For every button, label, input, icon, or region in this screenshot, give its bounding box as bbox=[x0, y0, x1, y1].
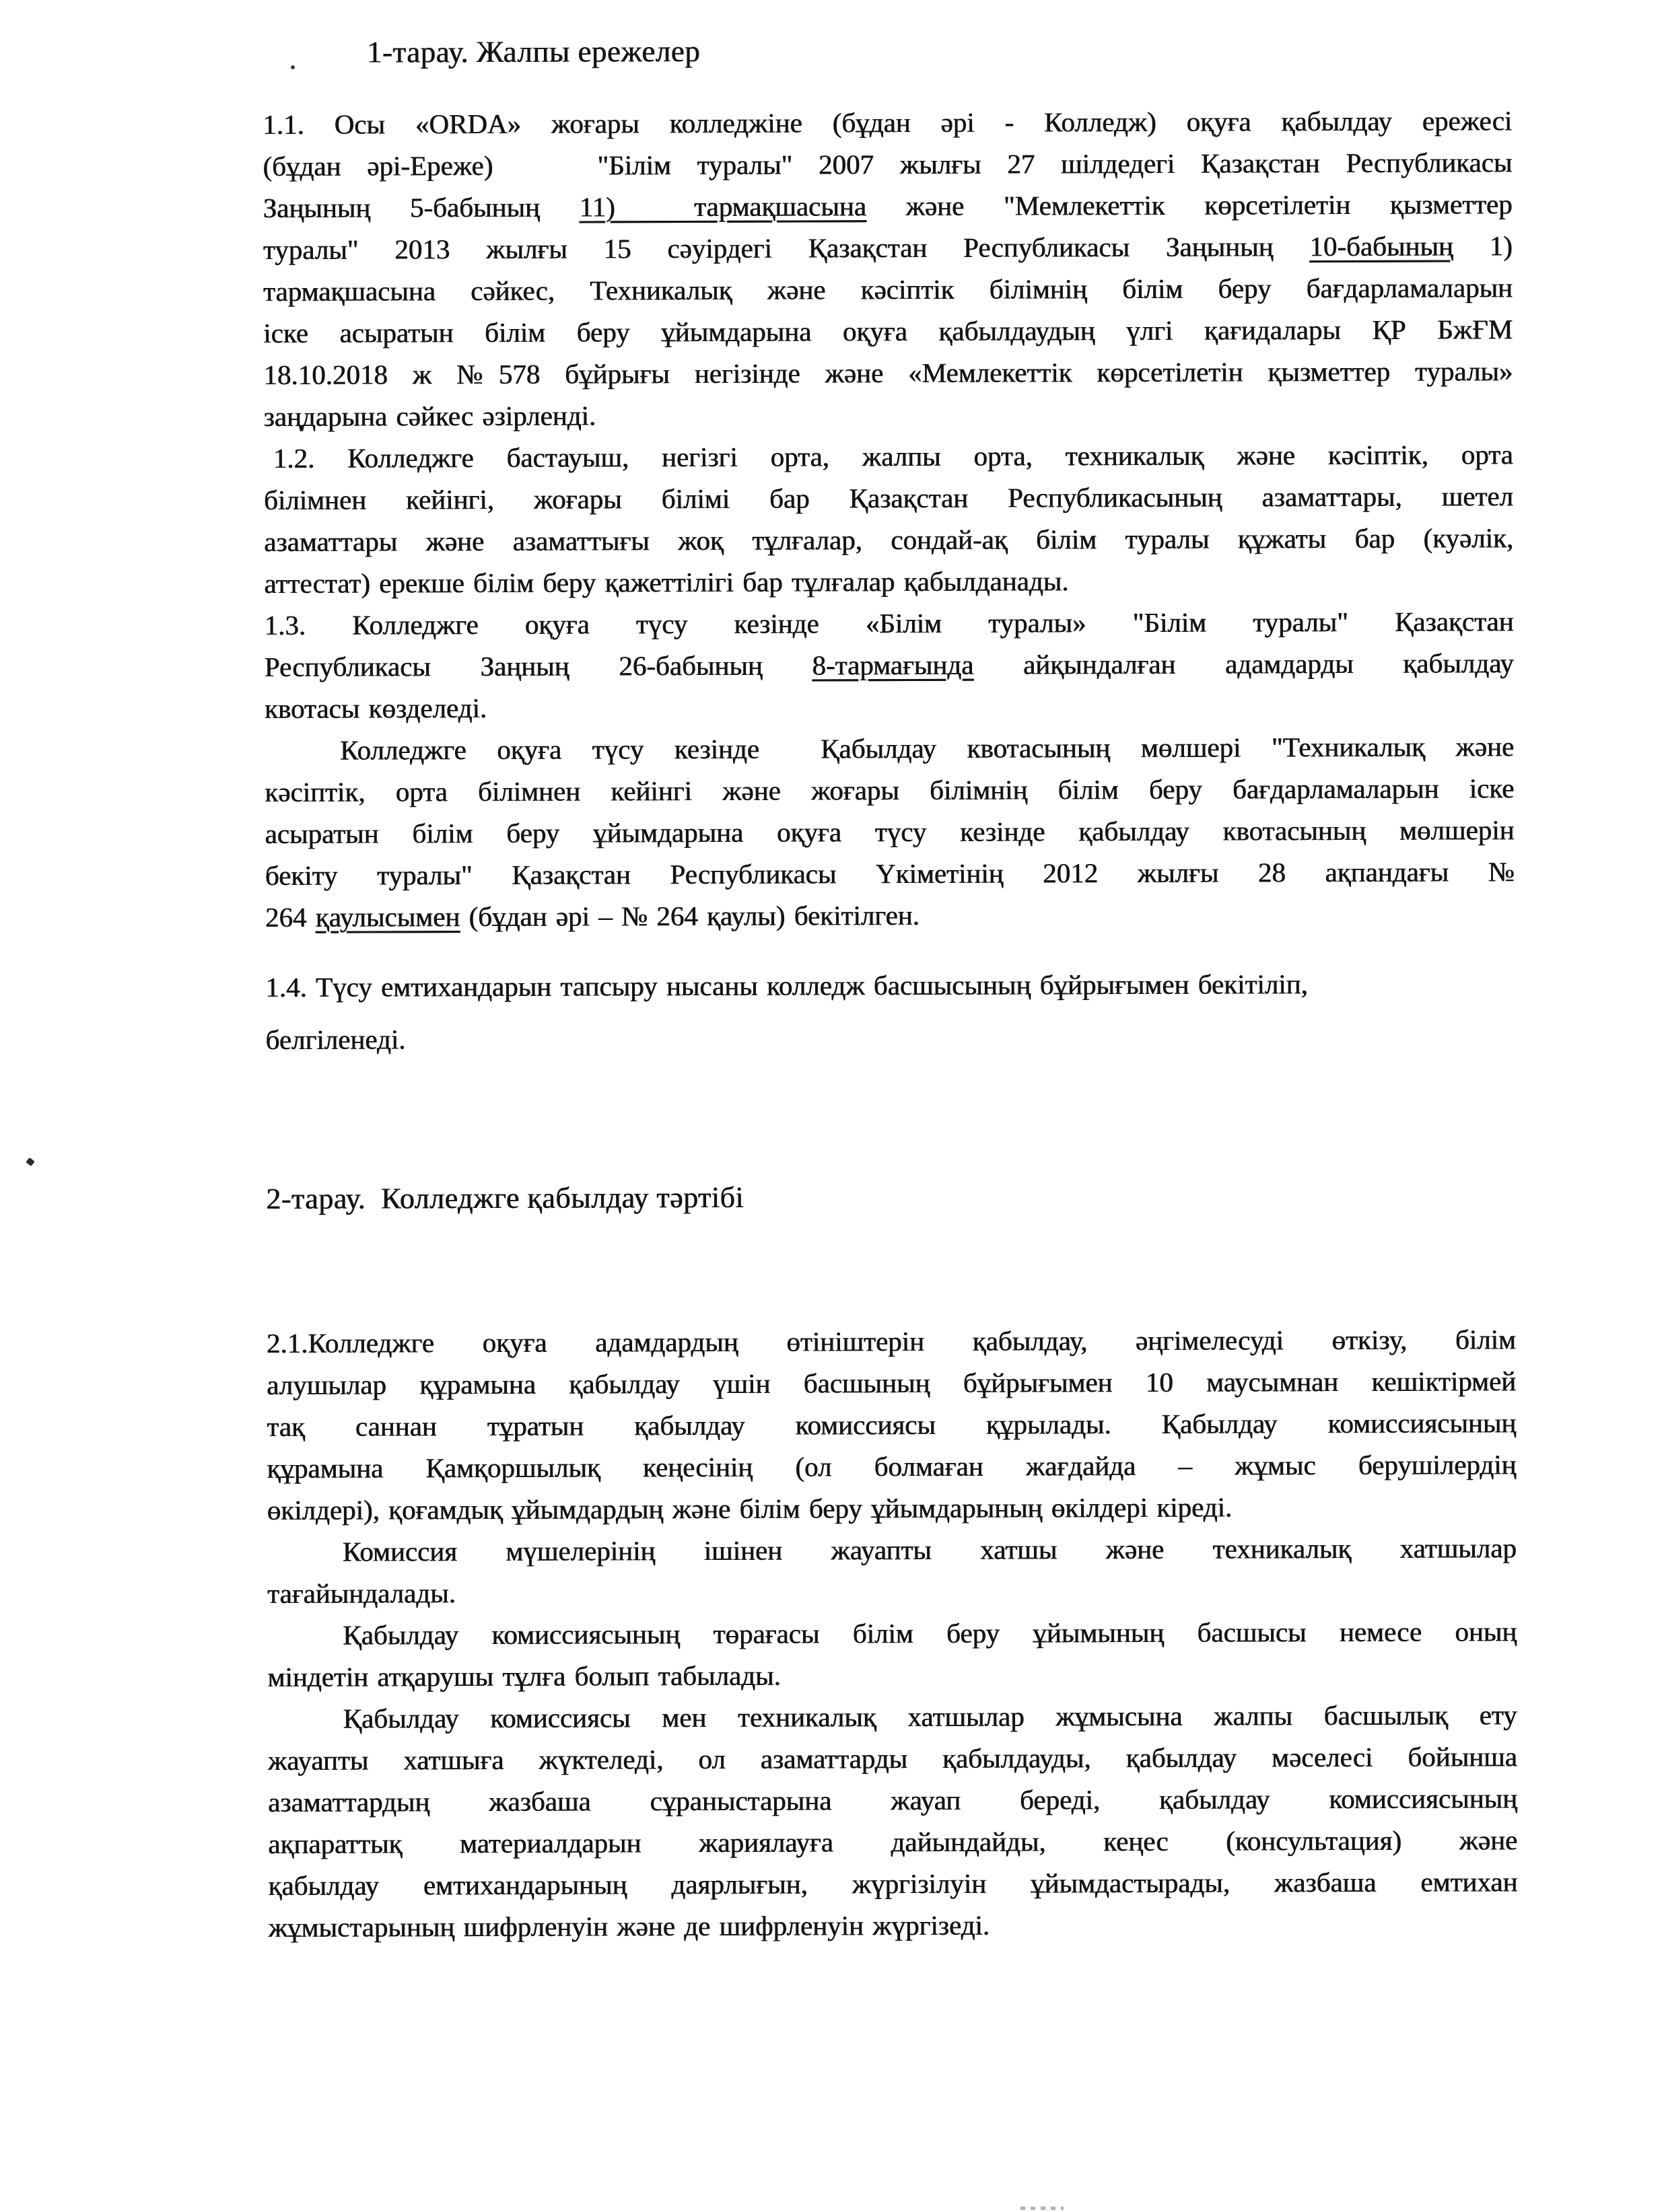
text-run: іске асыратын білім беру ұйымдарына оқуға қабылдаудың үлгі қағидалары ҚР БжҒМ bbox=[263, 314, 1513, 349]
text-line bbox=[267, 1569, 1517, 1614]
text-run: міндетін атқарушы тұлға болып табылады. bbox=[267, 1660, 782, 1692]
text-run: азаматтары және азаматтығы жоқ тұлғалар, сондай-ақ білім туралы құжаты бар (куәлік, bbox=[264, 522, 1514, 557]
underlined-text-run: 10-бабының bbox=[1309, 230, 1454, 262]
text-run: асыратын білім беру ұйымдарына оқуға түсу кезінде қабылдау квотасының мөлшерін bbox=[265, 814, 1515, 849]
scan-artifact-speck bbox=[291, 65, 295, 69]
text-line bbox=[269, 1861, 1518, 1906]
paragraph-1-4 bbox=[265, 957, 1515, 1066]
text-line bbox=[267, 1485, 1517, 1531]
text-line bbox=[268, 1777, 1517, 1823]
text-run: құрамына Қамқоршылық кеңесінің (ол болмаған жағдайда – жұмыс берушілердің bbox=[267, 1449, 1517, 1484]
text-line bbox=[265, 809, 1515, 855]
paragraph-commission-secretaries bbox=[267, 1527, 1517, 1614]
text-line bbox=[263, 308, 1513, 354]
text-run: өкілдері), қоғамдық ұйымдардың және білім беру ұйымдарының өкілдері кіреді. bbox=[267, 1491, 1233, 1526]
text-line bbox=[268, 1736, 1517, 1781]
scan-artifact-speck bbox=[26, 1157, 34, 1166]
text-line bbox=[268, 1652, 1517, 1698]
document-content bbox=[263, 30, 1518, 1948]
text-run: 1.3. Колледжге оқуға түсу кезінде «Білім туралы» "Білім туралы" Қазақстан bbox=[264, 606, 1514, 641]
text-run: айқындалған адамдарды қабылдау bbox=[973, 647, 1515, 680]
text-run: 264 bbox=[265, 901, 316, 933]
text-run: 1.2. Колледжге бастауыш, негізгі орта, жалпы орта, техникалық және кәсіптік, орта bbox=[273, 439, 1514, 474]
text-run: белгіленеді. bbox=[265, 1024, 406, 1055]
text-run: Колледжге оқуға түсу кезінде Қабылдау квотасының мөлшері "Техникалық және bbox=[340, 731, 1515, 766]
text-run: 1.1. Осы «ORDA» жоғары колледжіне (бұдан әрі - Колледж) оқуға қабылдау ережесі bbox=[263, 105, 1513, 140]
paragraph-admission-quota bbox=[265, 725, 1515, 938]
text-line bbox=[268, 1694, 1517, 1740]
text-line bbox=[266, 1009, 1515, 1066]
text-line bbox=[265, 957, 1515, 1013]
scan-artifact-speck bbox=[1020, 2207, 1064, 2210]
text-run: 1.4. Түсу емтихандарын тапсыру нысаны колледж басшысының бұйрығымен бекітіліп, bbox=[265, 968, 1309, 1003]
text-run: Қабылдау комиссиясының төрағасы білім беру ұйымының басшысы немесе оның bbox=[343, 1616, 1517, 1651]
text-line bbox=[267, 1527, 1517, 1573]
text-line bbox=[264, 475, 1513, 521]
paragraph-1-3 bbox=[265, 600, 1515, 729]
text-line bbox=[265, 642, 1514, 688]
text-run: Комиссия мүшелерінің ішінен жауапты хатшы және техникалық хатшылар bbox=[343, 1532, 1517, 1567]
text-line bbox=[264, 559, 1513, 604]
chapter-1-heading: 1-тарау. Жалпы ережелер bbox=[367, 34, 701, 69]
text-run: 18.10.2018 ж №578 бұйрығы негізінде және «Мемлекеттік көрсетілетін қызметтер туралы» bbox=[263, 355, 1513, 390]
text-run: алушылар құрамына қабылдау үшін басшының бұйрығымен 10 маусымнан кешіктірмей bbox=[267, 1365, 1517, 1400]
underlined-text-run: 11) тармақшасына bbox=[579, 190, 867, 223]
text-line bbox=[268, 1819, 1517, 1865]
text-run: аттестат) ерекше білім беру қажеттілігі бар тұлғалар қабылданады. bbox=[264, 565, 1069, 599]
text-run: жауапты хатшыға жүктеледі, ол азаматтарды қабылдауды, қабылдау мәселесі бойынша bbox=[267, 1741, 1518, 1776]
text-line bbox=[265, 600, 1514, 646]
text-run: Республикасы Заңның 26-бабының bbox=[264, 649, 812, 682]
text-line bbox=[265, 892, 1515, 938]
text-run: тармақшасына сәйкес, Техникалық және кәсіптік білімнің білім беру бағдарламаларын bbox=[263, 272, 1513, 307]
text-run: Қабылдау комиссиясы мен техникалық хатшылар жұмысына жалпы басшылық ету bbox=[343, 1699, 1517, 1734]
paragraph-1-2 bbox=[264, 433, 1514, 604]
text-line bbox=[264, 392, 1513, 437]
text-run: туралы" 2013 жылғы 15 сәуірдегі Қазақстан Республикасы Заңының bbox=[263, 231, 1310, 265]
text-run: жұмыстарының шифрленуін және де шифрленуін жүргізеді. bbox=[268, 1909, 990, 1943]
text-run: 1) bbox=[1453, 230, 1513, 262]
text-line bbox=[263, 266, 1513, 312]
text-run: квотасы көзделеді. bbox=[265, 692, 487, 724]
text-run: (бұдан әрі – № 264 қаулы) бекітілген. bbox=[460, 899, 920, 933]
paragraph-1-1 bbox=[263, 100, 1513, 437]
text-line bbox=[267, 1402, 1516, 1448]
text-line bbox=[263, 100, 1512, 145]
text-run: ақпараттық материалдарын жариялауға дайындайды, кеңес (консультация) және bbox=[268, 1824, 1518, 1859]
text-line bbox=[263, 183, 1513, 229]
text-run: тақ саннан тұратын қабылдау комиссиясы құрылады. Қабылдау комиссиясының bbox=[267, 1407, 1517, 1442]
text-run: тағайындалады. bbox=[267, 1577, 456, 1609]
text-run: кәсіптік, орта білімнен кейінгі және жоғары білімнің білім беру бағдарламаларын іске bbox=[265, 773, 1515, 808]
text-line bbox=[263, 350, 1513, 396]
text-line bbox=[265, 851, 1515, 896]
text-line bbox=[267, 1610, 1517, 1656]
text-line bbox=[263, 225, 1513, 271]
text-run: бекіту туралы" Қазақстан Республикасы Үкіметінің 2012 жылғы 28 ақпандағы № bbox=[265, 856, 1515, 891]
text-run: білімнен кейінгі, жоғары білімі бар Қазақстан Республикасының азаматтары, шетел bbox=[264, 480, 1514, 515]
text-line bbox=[265, 684, 1514, 729]
paragraph-2-1 bbox=[267, 1318, 1517, 1531]
text-line bbox=[267, 1443, 1517, 1489]
text-line bbox=[263, 141, 1513, 187]
text-line bbox=[267, 1360, 1516, 1406]
paragraph-commission-chairman bbox=[267, 1610, 1517, 1698]
text-line bbox=[265, 767, 1514, 813]
text-run: Заңының 5-бабының bbox=[263, 191, 580, 223]
underlined-text-run: қаулысымен bbox=[315, 901, 460, 933]
text-line bbox=[269, 1902, 1518, 1948]
text-run: қабылдау емтихандарының даярлығын, жүргізілуін ұйымдастырады, жазбаша емтихан bbox=[268, 1866, 1518, 1901]
text-line bbox=[265, 725, 1514, 771]
paragraph-responsible-secretary bbox=[268, 1694, 1518, 1948]
chapter-2-heading: 2-тарау. Колледжге қабылдау тәртібі bbox=[266, 1180, 744, 1215]
text-run: азаматтардың жазбаша сұраныстарына жауап береді, қабылдау комиссиясының bbox=[268, 1783, 1518, 1818]
underlined-text-run: 8-тармағында bbox=[812, 649, 974, 681]
text-line bbox=[267, 1318, 1516, 1364]
text-run: және "Мемлекеттік көрсетілетін қызметтер bbox=[866, 188, 1513, 222]
text-run: (бұдан әрі-Ереже) "Білім туралы" 2007 жылғы 27 шілдедегі Қазақстан Республикасы bbox=[263, 147, 1513, 182]
text-run: 2.1.Колледжге оқуға адамдардың өтініштерін қабылдау, әңгімелесуді өткізу, білім bbox=[267, 1324, 1517, 1359]
text-run: заңдарына сәйкес әзірленді. bbox=[263, 400, 596, 432]
text-line bbox=[264, 433, 1513, 479]
text-line bbox=[264, 517, 1513, 563]
